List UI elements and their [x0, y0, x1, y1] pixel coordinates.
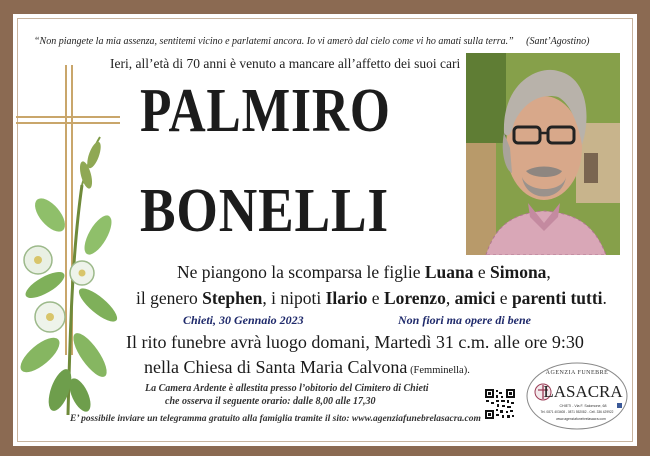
date-place: Chieti, 30 Gennaio 2023: [183, 313, 304, 327]
conjunction: e: [367, 288, 384, 308]
grandchild-name: Lorenzo: [383, 288, 446, 308]
daughter-name: Luana: [424, 262, 474, 282]
funeral-line-1: Il rito funebre avrà luogo domani, Martedì 31 c.m. alle ore 9:30: [126, 332, 584, 352]
daughter-name: Simona: [490, 262, 547, 282]
punctuation: .: [602, 288, 607, 308]
church-note: (Femminella).: [407, 365, 470, 376]
conjunction: e: [473, 262, 491, 282]
cross-icon: [10, 55, 130, 420]
punctuation: ,: [546, 262, 551, 282]
mourners-text: , i nipoti: [262, 288, 326, 308]
son-in-law-name: Stephen: [202, 288, 263, 308]
agency-name: LASACRA: [543, 382, 623, 401]
mourners-line-1: [177, 262, 551, 283]
church-name: nella Chiesa di Santa Maria Calvona: [144, 357, 408, 377]
agency-phones: Tel. 0871 403408 - 0871 552082 - Cell. 336 429922: [540, 410, 614, 414]
agency-header: AGENZIA FUNEBRE: [545, 370, 609, 376]
telegram-footer: E’ possibile inviare un telegramma gratuito alla famiglia tramite il sito: www.agenziafunebrelasacra.com: [70, 414, 481, 424]
mourners-line-2: [136, 288, 607, 309]
portrait-photo: [466, 53, 620, 255]
chapel-line-1: La Camera Ardente è allestita presso l’obitorio del Cimitero di Chieti: [145, 383, 429, 394]
lily-flower-icon: [15, 137, 121, 415]
deceased-last-name: BONELLI: [140, 177, 390, 245]
agency-website: www.agenziafunebrelasacra.com: [556, 417, 606, 421]
punctuation: ,: [445, 288, 455, 308]
quote-text: “Non piangete la mia assenza, sentitemi vicino e parlatemi ancora. Io vi amerò dal cielo come vi ho amati sulla terra.”: [34, 36, 514, 47]
relatives-label: parenti tutti: [511, 288, 603, 308]
agency-logo-icon: [525, 361, 629, 431]
friends-label: amici: [454, 288, 496, 308]
no-flowers-note: Non fiori ma opere di bene: [398, 313, 531, 327]
grandchild-name: Ilario: [325, 288, 368, 308]
quote: [34, 36, 614, 47]
quote-author: (Sant’Agostino): [526, 36, 590, 47]
funeral-line-2: [144, 357, 470, 378]
mourners-text: il genero: [136, 288, 203, 308]
qr-code-icon[interactable]: [484, 388, 516, 420]
conjunction: e: [495, 288, 512, 308]
mourners-text: Ne piangono la scomparsa le figlie: [177, 262, 425, 282]
deceased-first-name: PALMIRO: [140, 77, 391, 145]
agency-address: CHIETI - Via F. Salomone, 68: [559, 404, 607, 408]
intro-line: Ieri, all’età di 70 anni è venuto a mancare all’affetto dei suoi cari: [110, 56, 461, 71]
chapel-line-2: che osserva il seguente orario: dalle 8,00 alle 17,30: [165, 396, 376, 407]
